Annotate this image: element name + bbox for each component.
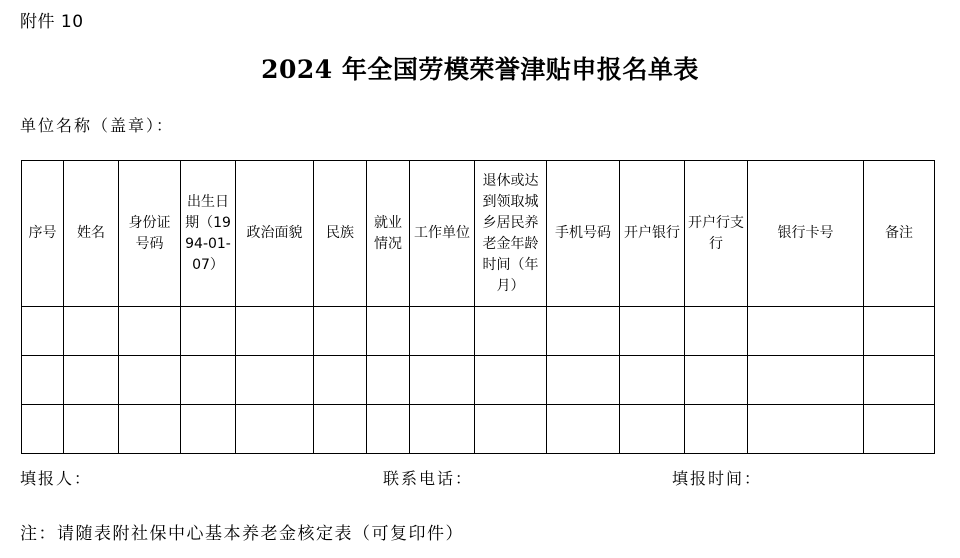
table-body: [22, 307, 935, 454]
table-cell[interactable]: [864, 307, 935, 356]
col-header-id-number: 身份证号码: [119, 161, 181, 307]
table-cell[interactable]: [620, 405, 685, 454]
table-cell[interactable]: [236, 307, 314, 356]
table-cell[interactable]: [748, 405, 864, 454]
table-cell[interactable]: [367, 356, 410, 405]
table-cell[interactable]: [410, 356, 475, 405]
table-cell[interactable]: [236, 405, 314, 454]
table-cell[interactable]: [119, 405, 181, 454]
fill-time-label: 填报时间：: [672, 469, 763, 488]
table-cell[interactable]: [475, 307, 547, 356]
table-cell[interactable]: [64, 356, 119, 405]
table-cell[interactable]: [314, 405, 367, 454]
table-cell[interactable]: [685, 356, 748, 405]
table-cell[interactable]: [620, 356, 685, 405]
col-header-bank: 开户银行: [620, 161, 685, 307]
table-cell[interactable]: [547, 307, 620, 356]
table-cell[interactable]: [22, 307, 64, 356]
col-header-birth-date: 出生日期（1994-01-07）: [181, 161, 236, 307]
table-cell[interactable]: [685, 307, 748, 356]
col-header-phone: 手机号码: [547, 161, 620, 307]
attachment-label: 附件 10: [20, 12, 84, 32]
table-cell[interactable]: [314, 356, 367, 405]
table-row: [22, 405, 935, 454]
table-cell[interactable]: [64, 405, 119, 454]
page-title: 2024 年全国劳模荣誉津贴申报名单表: [261, 55, 699, 84]
col-header-bank-branch: 开户行支行: [685, 161, 748, 307]
table-row: [22, 307, 935, 356]
table-cell[interactable]: [22, 405, 64, 454]
col-header-political-status: 政治面貌: [236, 161, 314, 307]
table-cell[interactable]: [236, 356, 314, 405]
table-cell[interactable]: [367, 405, 410, 454]
unit-name-label: 单位名称（盖章）：: [20, 116, 175, 135]
table-cell[interactable]: [314, 307, 367, 356]
table-cell[interactable]: [181, 307, 236, 356]
col-header-card-number: 银行卡号: [748, 161, 864, 307]
table-cell[interactable]: [22, 356, 64, 405]
table-cell[interactable]: [685, 405, 748, 454]
col-header-name: 姓名: [64, 161, 119, 307]
table-cell[interactable]: [119, 356, 181, 405]
table-cell[interactable]: [620, 307, 685, 356]
table-cell[interactable]: [864, 405, 935, 454]
table-cell[interactable]: [181, 356, 236, 405]
col-header-index: 序号: [22, 161, 64, 307]
contact-phone-label: 联系电话：: [383, 469, 474, 488]
col-header-employer: 工作单位: [410, 161, 475, 307]
table-cell[interactable]: [547, 356, 620, 405]
header-row: [22, 161, 935, 307]
table-cell[interactable]: [748, 307, 864, 356]
table-cell[interactable]: [547, 405, 620, 454]
table-cell[interactable]: [367, 307, 410, 356]
col-header-ethnicity: 民族: [314, 161, 367, 307]
table-cell[interactable]: [475, 405, 547, 454]
table-cell[interactable]: [410, 307, 475, 356]
table-cell[interactable]: [864, 356, 935, 405]
table-cell[interactable]: [181, 405, 236, 454]
col-header-employment: 就业情况: [367, 161, 410, 307]
filler-label: 填报人：: [20, 469, 93, 488]
col-header-retirement-date: 退休或达到领取城乡居民养老金年龄时间（年月）: [475, 161, 547, 307]
application-table: [21, 160, 935, 454]
table-row: [22, 356, 935, 405]
table-cell[interactable]: [119, 307, 181, 356]
footnote: 注：请随表附社保中心基本养老金核定表（可复印件）: [20, 524, 464, 544]
table-cell[interactable]: [475, 356, 547, 405]
col-header-remarks: 备注: [864, 161, 935, 307]
table-cell[interactable]: [410, 405, 475, 454]
table-cell[interactable]: [748, 356, 864, 405]
table-cell[interactable]: [64, 307, 119, 356]
